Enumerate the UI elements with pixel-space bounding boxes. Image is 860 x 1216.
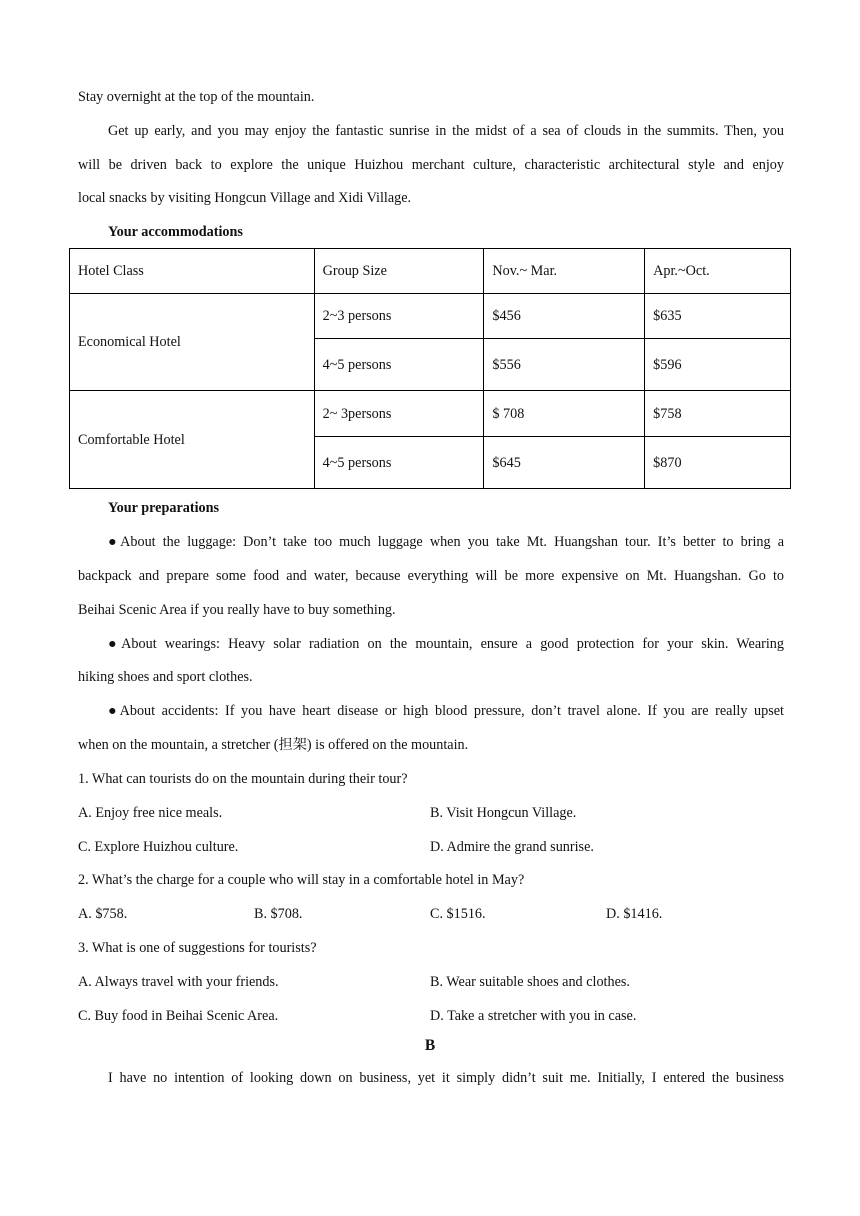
intro-paragraph-line: will be driven back to explore the unique Huizhou merchant culture, characteristic architectural style and enjoy [78,157,784,173]
answer-option[interactable]: B. Visit Hongcun Village. [430,805,577,821]
section-b-label: B [424,1037,436,1054]
price-cell: $645 [484,437,645,489]
price-cell: $ 708 [484,391,645,437]
group-size-cell: 4~5 persons [314,339,484,391]
wearings-tip-line: ●About wearings: Heavy solar radiation on the mountain, ensure a good protection for your skin. Wearing [108,636,784,652]
section-b-line: I have no intention of looking down on business, yet it simply didn’t suit me. Initially, I entered the business [108,1070,784,1086]
price-cell: $596 [645,339,791,391]
price-cell: $635 [645,294,791,339]
answer-option[interactable]: A. Enjoy free nice meals. [78,805,223,821]
preparations-heading: Your preparations [108,500,220,516]
answer-option[interactable]: C. Buy food in Beihai Scenic Area. [78,1008,279,1024]
answer-option[interactable]: B. Wear suitable shoes and clothes. [430,974,630,990]
luggage-tip-line: ●About the luggage: Don’t take too much luggage when you take Mt. Huangshan tour. It’s better to bring a [108,534,784,550]
question-text: 2. What’s the charge for a couple who will stay in a comfortable hotel in May? [78,872,525,888]
question-text: 1. What can tourists do on the mountain during their tour? [78,771,408,787]
wearings-tip-line: hiking shoes and sport clothes. [78,669,253,685]
column-header: Group Size [314,249,484,294]
accidents-tip-line: ●About accidents: If you have heart disease or high blood pressure, don’t travel alone. If you are really upset [108,703,784,719]
intro-line: Stay overnight at the top of the mountain. [78,89,315,105]
answer-option[interactable]: D. Admire the grand sunrise. [430,839,594,855]
answer-option[interactable]: C. Explore Huizhou culture. [78,839,239,855]
column-header: Nov.~ Mar. [484,249,645,294]
answer-option[interactable]: A. $758. [78,906,128,922]
answer-option[interactable]: C. $1516. [430,906,486,922]
question-text: 3. What is one of suggestions for tourists? [78,940,317,956]
accidents-tip-line: when on the mountain, a stretcher (担架) is offered on the mountain. [78,737,469,753]
price-cell: $758 [645,391,791,437]
hotel-class-cell: Comfortable Hotel [70,391,315,489]
answer-option[interactable]: B. $708. [254,906,303,922]
intro-paragraph-line: Get up early, and you may enjoy the fantastic sunrise in the midst of a sea of clouds in the summits. Then, you [108,123,784,139]
table-row [70,294,791,339]
group-size-cell: 2~3 persons [314,294,484,339]
accommodations-heading: Your accommodations [108,224,243,240]
table-row [70,391,791,437]
hotel-class-cell: Economical Hotel [70,294,315,391]
answer-option[interactable]: D. $1416. [606,906,663,922]
column-header: Hotel Class [70,249,315,294]
column-header: Apr.~Oct. [645,249,791,294]
answer-option[interactable]: D. Take a stretcher with you in case. [430,1008,637,1024]
answer-option[interactable]: A. Always travel with your friends. [78,974,279,990]
price-cell: $456 [484,294,645,339]
table-header-row [70,249,791,294]
group-size-cell: 4~5 persons [314,437,484,489]
luggage-tip-line: backpack and prepare some food and water, because everything will be more expensive on Mt. Huangshan. Go to [78,568,784,584]
accommodations-table [69,248,791,489]
price-cell: $556 [484,339,645,391]
price-cell: $870 [645,437,791,489]
group-size-cell: 2~ 3persons [314,391,484,437]
luggage-tip-line: Beihai Scenic Area if you really have to buy something. [78,602,396,618]
intro-paragraph-line: local snacks by visiting Hongcun Village and Xidi Village. [78,190,412,206]
